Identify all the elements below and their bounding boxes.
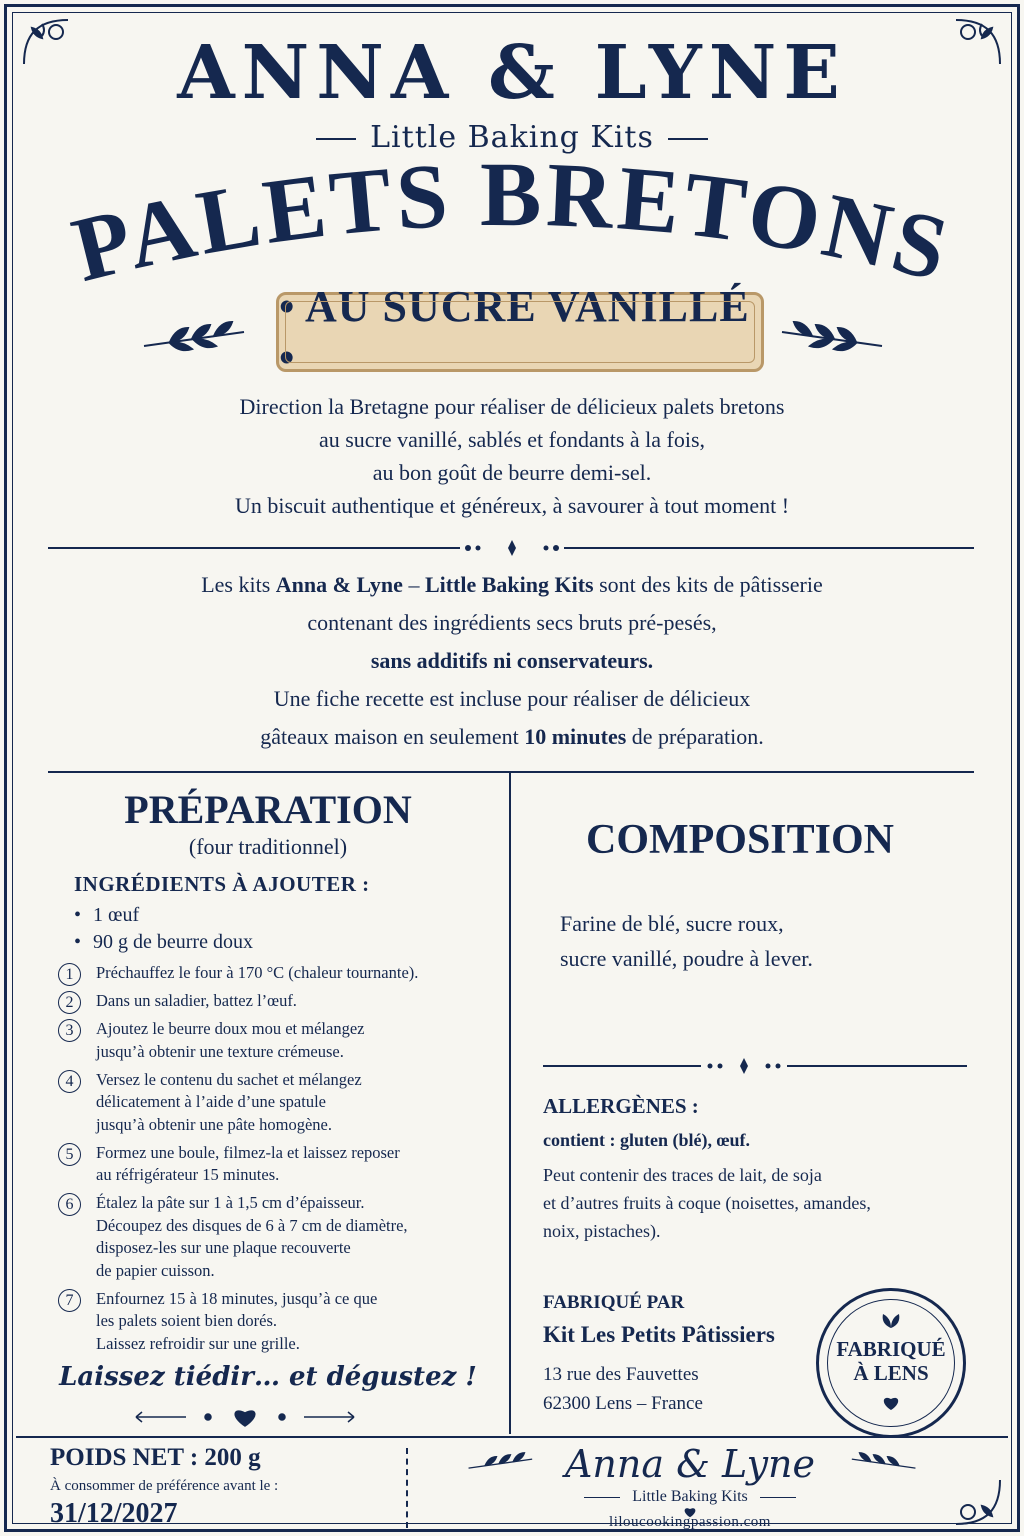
made-in-lens-stamp: FABRIQUÉ À LENS — [816, 1288, 966, 1438]
steps-list — [58, 962, 498, 1361]
maker-company: Kit Les Petits Pâtissiers — [543, 1322, 775, 1347]
svg-text:PALETS BRETONS: PALETS BRETONS — [63, 150, 961, 302]
ingredients-title: INGRÉDIENTS À AJOUTER : — [74, 872, 370, 896]
divider — [564, 547, 974, 549]
preparation-title: PRÉPARATION — [124, 787, 412, 832]
list-item: 4 Versez le contenu du sachet et mélangez délicatement à l’aide d’une spatule jusqu’à obtenir une pâte homogène. — [58, 1069, 498, 1137]
heart-icon — [882, 1395, 900, 1411]
composition-title: COMPOSITION — [585, 817, 895, 863]
list-item: 2 Dans un saladier, battez l’œuf. — [58, 990, 498, 1013]
maker-address: 13 rue des Fauvettes 62300 Lens – France — [543, 1364, 703, 1414]
allergens-contains: contient : gluten (blé), œuf. — [543, 1130, 750, 1150]
best-before-date: 31/12/2027 — [50, 1498, 178, 1529]
dashed-divider — [406, 1448, 408, 1528]
leaf-sprig-icon — [140, 318, 250, 358]
heart-icon — [130, 1404, 360, 1430]
divider — [48, 771, 974, 773]
allergens-title: ALLERGÈNES : — [543, 1094, 699, 1118]
divider — [48, 547, 460, 549]
leaf-icon — [879, 1311, 903, 1329]
divider — [543, 1065, 701, 1067]
flavor-badge — [276, 282, 764, 382]
column-divider — [509, 772, 511, 1434]
brand-title: ANNA & LYNE — [177, 30, 847, 116]
divider — [787, 1065, 967, 1067]
divider — [16, 1436, 1008, 1438]
composition-text: Farine de blé, sucre roux, sucre vanillé, poudre à lever. — [560, 911, 813, 971]
flavor-label: • AU SUCRE VANILLÉ • — [279, 282, 750, 382]
net-weight: POIDS NET : 200 g — [50, 1444, 261, 1471]
ingredients-list — [74, 902, 253, 956]
flourish-corner-icon — [950, 1474, 1006, 1530]
footer-url: liloucookingpassion.com — [609, 1514, 771, 1530]
brand-subtitle: Little Baking Kits — [0, 120, 1024, 155]
list-item: 7 Enfournez 15 à 18 minutes, jusqu’à ce que les palets soient bien dorés. Laissez refroidir sur une grille. — [58, 1288, 498, 1356]
maker-title: FABRIQUÉ PAR — [543, 1292, 685, 1313]
leaf-sprig-icon — [776, 318, 886, 358]
footer-brand: Anna & Lyne — [564, 1442, 816, 1486]
intro-text: Direction la Bretagne pour réaliser de délicieux palets bretons au sucre vanillé, sablés et fondants à la fois, au bon goût de beurre demi-sel. Un biscuit authentique et généreux, à savourer à tout moment ! — [234, 394, 790, 518]
list-item: • 1 œuf — [74, 902, 253, 929]
list-item: 1 Préchauffez le four à 170 °C (chaleur tournante). — [58, 962, 498, 985]
list-item: 6 Étalez la pâte sur 1 à 1,5 cm d’épaisseur. Découpez des disques de 6 à 7 cm de diamètre, disposez-les sur une plaque recouverte de papier cuisson. — [58, 1192, 498, 1282]
closing-line: Laissez tiédir… et dégustez ! — [59, 1362, 477, 1392]
kits-description: Les kits Anna & Lyne – Little Baking Kits sont des kits de pâtisserie contenant des ingrédients secs bruts pré-pesés, sans additifs ni conservateurs. Une fiche recette est incluse pour réaliser de délicieux gâteaux maison en seulement 10 minutes de préparation. — [201, 572, 823, 749]
footer-subtitle: Little Baking Kits — [510, 1488, 870, 1506]
list-item: • 90 g de beurre doux — [74, 929, 253, 956]
list-item: 5 Formez une boule, filmez-la et laissez reposer au réfrigérateur 15 minutes. — [58, 1142, 498, 1187]
diamond-ornament-icon — [462, 538, 562, 558]
preparation-subtitle: (four traditionnel) — [188, 834, 348, 859]
diamond-ornament-icon — [694, 1056, 794, 1076]
list-item: 3 Ajoutez le beurre doux mou et mélangez jusqu’à obtenir une texture crémeuse. — [58, 1018, 498, 1063]
best-before-label: À consommer de préférence avant le : — [50, 1478, 279, 1494]
allergens-note: Peut contenir des traces de lait, de soja et d’autres fruits à coque (noisettes, amandes, noix, pistaches). — [543, 1165, 871, 1241]
